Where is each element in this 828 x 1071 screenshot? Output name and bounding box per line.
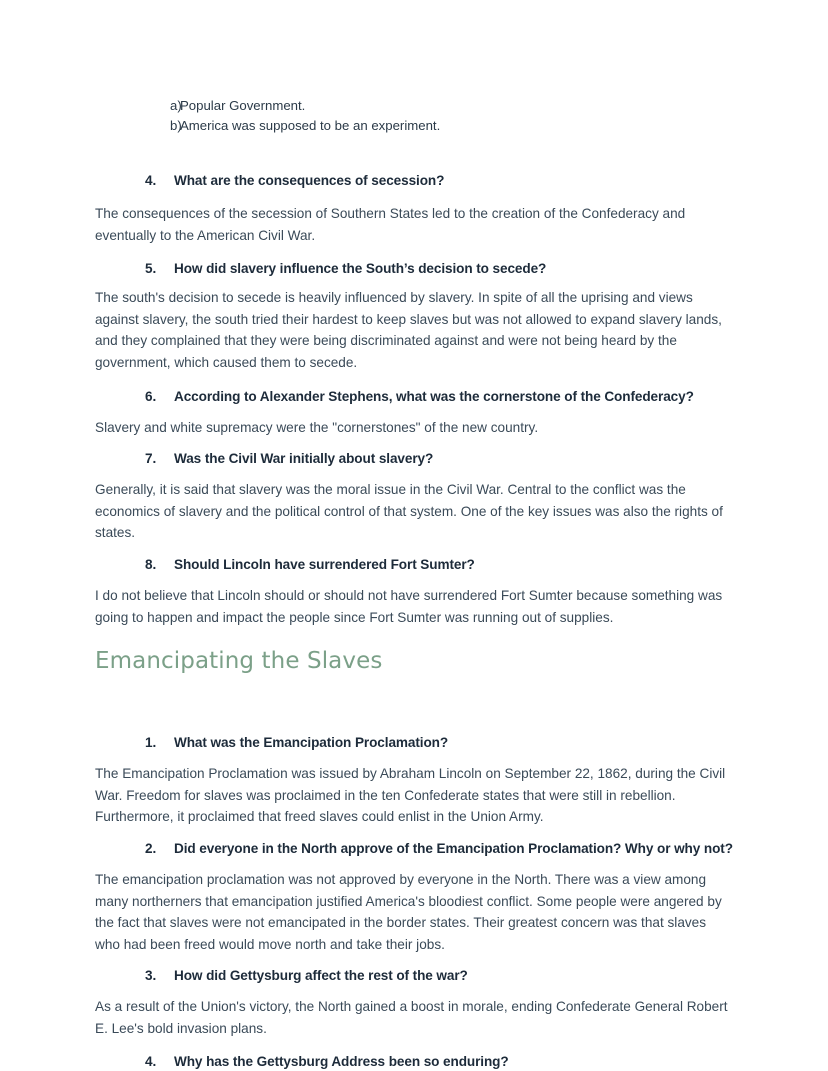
spacer (95, 676, 733, 706)
spacer (95, 191, 733, 203)
spacer (95, 136, 733, 170)
question-text: What are the consequences of secession? (174, 173, 445, 188)
list-item-text: Popular Government. (180, 98, 306, 113)
answer-text-4: The consequences of the secession of Southern States led to the creation of the Confederacy and eventually to the American Civil War. (95, 206, 686, 243)
spacer (95, 246, 733, 258)
question-number: 8. (145, 556, 157, 572)
question-item-6 (95, 386, 733, 407)
question-number: 2. (145, 840, 157, 856)
answer-text-6: Slavery and white supremacy were the "cornerstones" of the new country. (95, 419, 539, 435)
spacer (95, 828, 733, 838)
section-heading-emancipating-the-slaves: Emancipating the Slaves (95, 648, 383, 675)
question-number: 1. (145, 735, 157, 751)
list-marker: b) (170, 118, 182, 133)
document-content (95, 0, 733, 1071)
question-item-s2-4 (95, 1051, 733, 1071)
list-marker: a) (170, 98, 182, 113)
sublist-alpha (95, 96, 733, 136)
spacer (95, 438, 733, 448)
spacer (95, 469, 733, 479)
question-item-s2-3 (95, 965, 733, 986)
question-text: How did slavery influence the South’s decision to secede? (174, 261, 547, 277)
spacer (95, 279, 733, 287)
question-item-4 (95, 170, 733, 191)
question-text: What was the Emancipation Proclamation? (174, 735, 449, 751)
spacer (95, 753, 733, 763)
question-number: 5. (145, 261, 157, 277)
answer-text-s2-2: The emancipation proclamation was not approved by everyone in the North. There was a view among many northerners that emancipation justified America's bloodiest conflict. Some people were angered by the fact that slaves were not emancipated in the border states. Their greatest concern was that slaves who had been freed would move north and take their jobs. (95, 871, 722, 952)
answer-text-s2-3: As a result of the Union's victory, the North gained a boost in morale, ending Confederate General Robert E. Lee's bold invasion plans. (95, 999, 728, 1036)
question-number: 3. (145, 968, 157, 984)
spacer (95, 374, 733, 386)
spacer (95, 544, 733, 554)
question-number: 6. (145, 388, 157, 404)
spacer (95, 628, 733, 646)
spacer (95, 575, 733, 585)
question-text: According to Alexander Stephens, what was the cornerstone of the Confederacy? (174, 388, 694, 404)
question-text: Did everyone in the North approve of the Emancipation Proclamation? Why or why not? (174, 840, 733, 856)
answer-text-5: The south's decision to secede is heavily influenced by slavery. In spite of all the uprising and views against slavery, the south tried their hardest to keep slaves but was not allowed to expand slavery lands, and they complained that they were being discriminated against and were not being heard by the government, which caused them to secede. (95, 290, 722, 370)
question-item-8 (95, 554, 733, 575)
answer-text-7: Generally, it is said that slavery was the moral issue in the Civil War. Central to the conflict was the economics of slavery and the political control of that system. One of the key issues was also the rights of states. (95, 482, 723, 541)
question-text: Should Lincoln have surrendered Fort Sumter? (174, 556, 475, 572)
question-item-7 (95, 448, 733, 469)
spacer (95, 859, 733, 869)
spacer (95, 986, 733, 996)
question-number: 7. (145, 451, 157, 467)
spacer (95, 1039, 733, 1051)
list-item-text: America was supposed to be an experiment. (180, 118, 441, 133)
spacer (95, 955, 733, 965)
answer-text-8: I do not believe that Lincoln should or should not have surrendered Fort Sumter because something was going to happen and impact the people since Fort Sumter was running out of supplies. (95, 587, 723, 625)
spacer (95, 706, 733, 732)
list-item (95, 116, 733, 136)
question-text: Why has the Gettysburg Address been so enduring? (174, 1054, 509, 1070)
question-number: 4. (145, 1054, 157, 1070)
spacer (95, 407, 733, 417)
question-item-s2-2 (95, 838, 733, 859)
question-text: Was the Civil War initially about slavery? (174, 451, 434, 467)
question-number: 4. (145, 173, 157, 188)
question-item-s2-1 (95, 732, 733, 753)
top-spacer (95, 0, 733, 96)
question-text: How did Gettysburg affect the rest of the war? (174, 968, 468, 984)
list-item (95, 96, 733, 116)
answer-text-s2-1: The Emancipation Proclamation was issued by Abraham Lincoln on September 22, 1862, during the Civil War. Freedom for slaves was proclaimed in the ten Confederate states that were still in rebellion. Furthermore, it proclaimed that freed slaves could enlist in the Union Army. (95, 766, 726, 825)
question-item-5 (95, 258, 733, 279)
